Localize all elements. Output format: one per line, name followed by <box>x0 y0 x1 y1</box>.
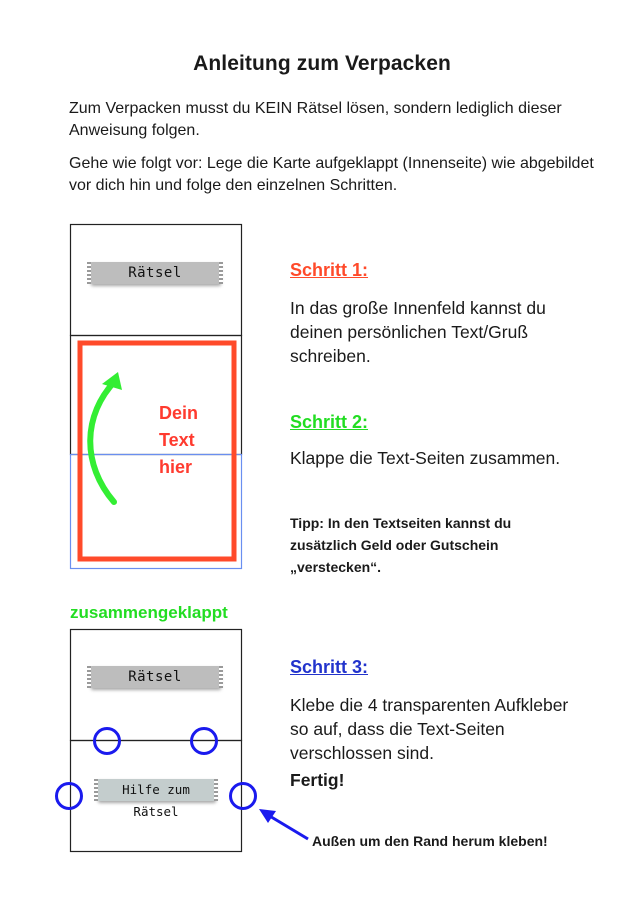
step2-heading: Schritt 2: <box>290 412 369 432</box>
curved-arrow-up-icon <box>90 380 116 502</box>
text-line: hier <box>159 457 193 477</box>
text-area-frame <box>80 343 234 559</box>
sticker-hilfe: Hilfe zum Rätsel <box>97 779 215 801</box>
step2-body: Klappe die Text-Seiten zusammen. <box>290 448 561 468</box>
card-middle-panel <box>71 336 242 455</box>
sticker-circle-icon <box>231 784 256 809</box>
page-title: Anleitung zum Verpacken <box>193 52 451 75</box>
step1-heading: Schritt 1: <box>290 260 369 280</box>
sticker-raetsel: Rätsel <box>90 262 220 284</box>
open-card-diagram <box>60 220 260 580</box>
sticker-raetsel-folded: Rätsel <box>90 666 220 688</box>
intro-paragraph-1: Zum Verpacken musst du KEIN Rätsel lösen, sondern lediglich dieser Anweisung folgen. <box>69 100 562 139</box>
folded-card-diagram <box>50 624 290 858</box>
intro-paragraph-2: Gehe wie folgt vor: Lege die Karte aufgeklappt (Innenseite) wie abgebildet vor dich hin und folge den einzelnen Schritten. <box>69 155 594 194</box>
step3-done: Fertig! <box>290 770 345 790</box>
text-line: Dein <box>159 403 199 423</box>
step3-heading: Schritt 3: <box>290 657 369 677</box>
edge-note: Außen um den Rand herum kleben! <box>312 833 548 849</box>
sticker-circle-icon <box>57 784 82 809</box>
step3-body: Klebe die 4 transparenten Aufkleber so auf, dass die Text-Seiten verschlossen sind. <box>290 695 569 763</box>
tip-text: Tipp: In den Textseiten kannst du zusätzlich Geld oder Gutschein „verstecken“. <box>290 515 512 575</box>
folded-label: zusammengeklappt <box>70 603 228 622</box>
dein-text-hier <box>159 400 198 481</box>
step1-body: In das große Innenfeld kannst du deinen persönlichen Text/Gruß schreiben. <box>290 298 546 366</box>
text-line: Text <box>159 430 195 450</box>
edge-arrow-icon <box>256 805 316 845</box>
